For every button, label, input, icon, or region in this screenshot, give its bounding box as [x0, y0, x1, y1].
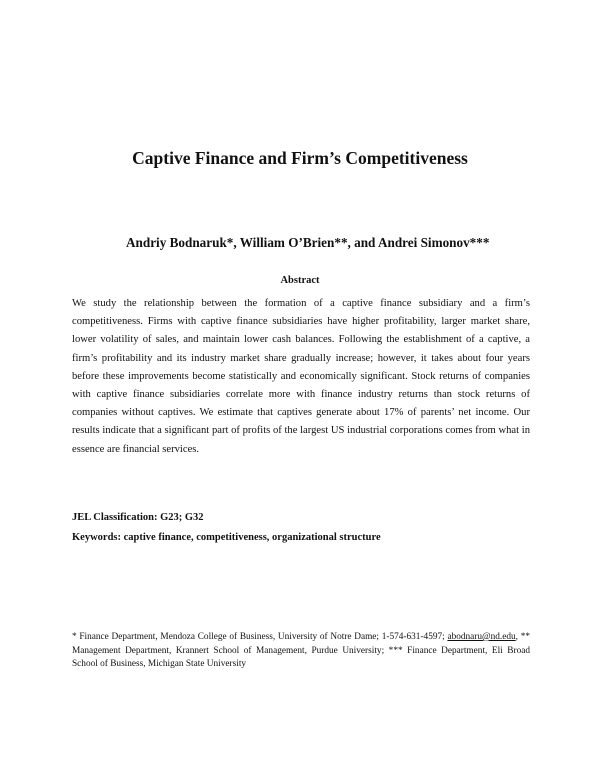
footnote-affiliation-2: , ** Management Department, Krannert School of Management, Purdue University; *** Finance Department, Eli Broad School of Business, Michigan State University: [72, 632, 530, 669]
author-affiliations-footnote: [72, 631, 530, 672]
jel-classification: JEL Classification: G23; G32: [72, 512, 204, 523]
abstract-text: We study the relationship between the formation of a captive finance subsidiary and a firm’s competitiveness. Firms with captive finance subsidiaries have higher profitability, larger market share, lower volatility of sales, and maintain lower cash balances. Following the establishment of a captive, a firm’s profitability and its industry market share gradually increase; however, it takes about four years before these improvements become statistically and economically significant. Stock returns of companies with captive finance subsidiaries correlate more with finance industry returns than stock returns of companies without captives. We estimate that captives generate about 17% of parents’ net income. Our results indicate that a significant part of profits of the largest US industrial corporations comes from what in essence are financial services.: [72, 298, 530, 455]
abstract-heading: Abstract: [280, 275, 320, 286]
author-list: Andriy Bodnaruk*, William O’Brien**, and Andrei Simonov***: [126, 235, 490, 250]
author-email-link[interactable]: abodnaru@nd.edu: [447, 632, 516, 642]
footnote-affiliation-1: * Finance Department, Mendoza College of Business, University of Notre Dame; 1-574-631-4597;: [72, 632, 448, 642]
keywords: Keywords: captive finance, competitiveness, organizational structure: [72, 532, 381, 543]
paper-title: Captive Finance and Firm’s Competitiveness: [132, 148, 468, 168]
